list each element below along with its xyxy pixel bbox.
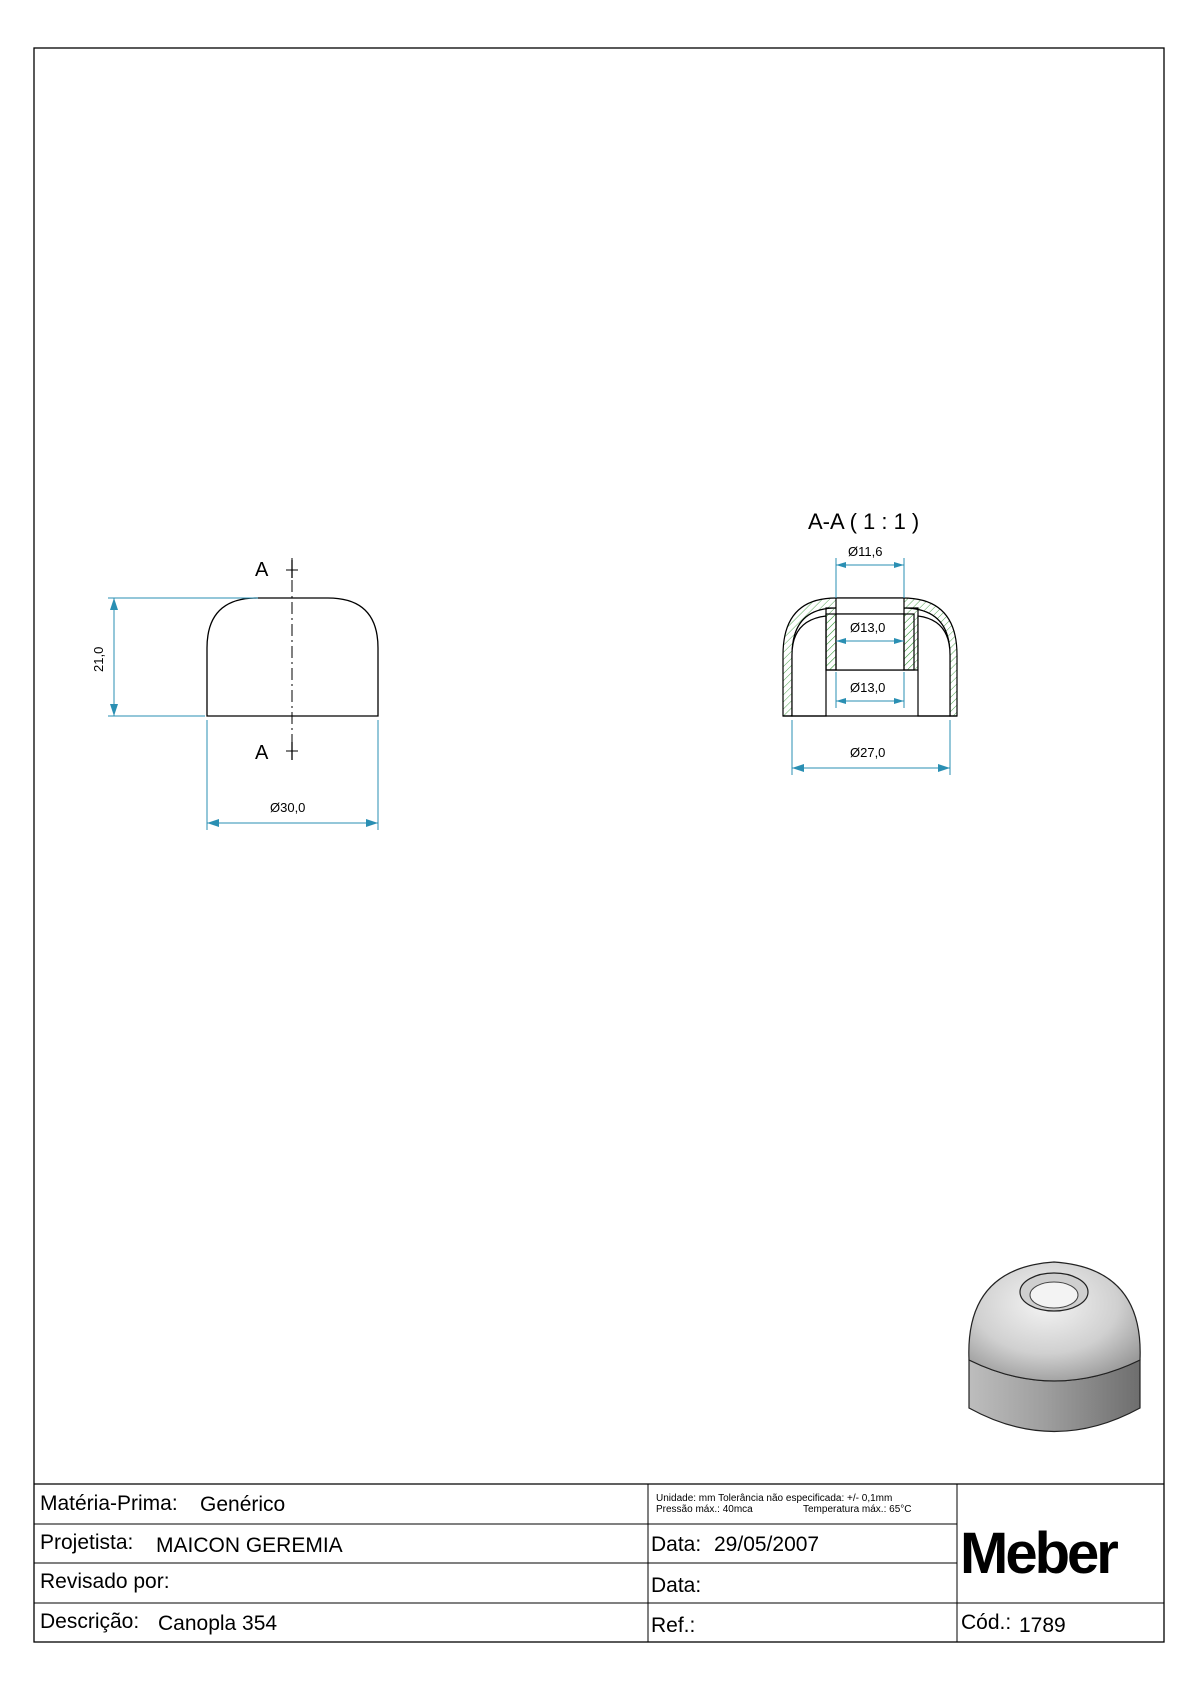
- notes-line-2a: Pressão máx.: 40mca: [656, 1504, 753, 1515]
- top-hole-dimension: Ø11,6: [848, 544, 883, 559]
- data-label-2: Data:: [651, 1574, 702, 1597]
- materia-label: Matéria-Prima:: [40, 1492, 178, 1515]
- materia-value: Genérico: [200, 1493, 286, 1516]
- inner-bottom-dimension: Ø13,0: [850, 680, 886, 695]
- cod-value: 1789: [1019, 1614, 1066, 1637]
- section-title: A-A ( 1 : 1 ): [808, 509, 920, 534]
- notes-line-1: Unidade: mm Tolerância não especificada: +/- 0,1mm: [656, 1493, 893, 1504]
- company-logo: Meber: [960, 1521, 1116, 1586]
- front-view: [91, 558, 378, 830]
- cod-label: Cód.:: [961, 1611, 1012, 1634]
- height-dimension: 21,0: [91, 646, 106, 672]
- inner-sleeve-right: [904, 614, 914, 670]
- width-dimension: Ø30,0: [270, 800, 306, 815]
- descricao-value: Canopla 354: [158, 1612, 278, 1635]
- data-value-1: 29/05/2007: [714, 1533, 820, 1556]
- inner-cavity-left: [792, 616, 826, 716]
- projetista-value: MAICON GEREMIA: [156, 1534, 343, 1557]
- data-label-1: Data:: [651, 1533, 702, 1556]
- cut-marker-top: A: [255, 559, 269, 581]
- 3d-render-icon: [969, 1262, 1140, 1432]
- revisado-label: Revisado por:: [40, 1570, 170, 1593]
- title-block: [34, 1484, 1164, 1642]
- ref-label: Ref.:: [651, 1614, 696, 1637]
- notes-line-2b: Temperatura máx.: 65°C: [803, 1504, 912, 1515]
- inner-sleeve-left: [826, 614, 836, 670]
- section-view: [783, 509, 957, 775]
- inner-top-dimension: Ø13,0: [850, 620, 886, 635]
- cut-marker-bottom: A: [255, 742, 269, 764]
- projetista-label: Projetista:: [40, 1531, 134, 1554]
- descricao-label: Descrição:: [40, 1610, 140, 1633]
- outer-dimension: Ø27,0: [850, 745, 886, 760]
- inner-bore-top: [836, 598, 904, 614]
